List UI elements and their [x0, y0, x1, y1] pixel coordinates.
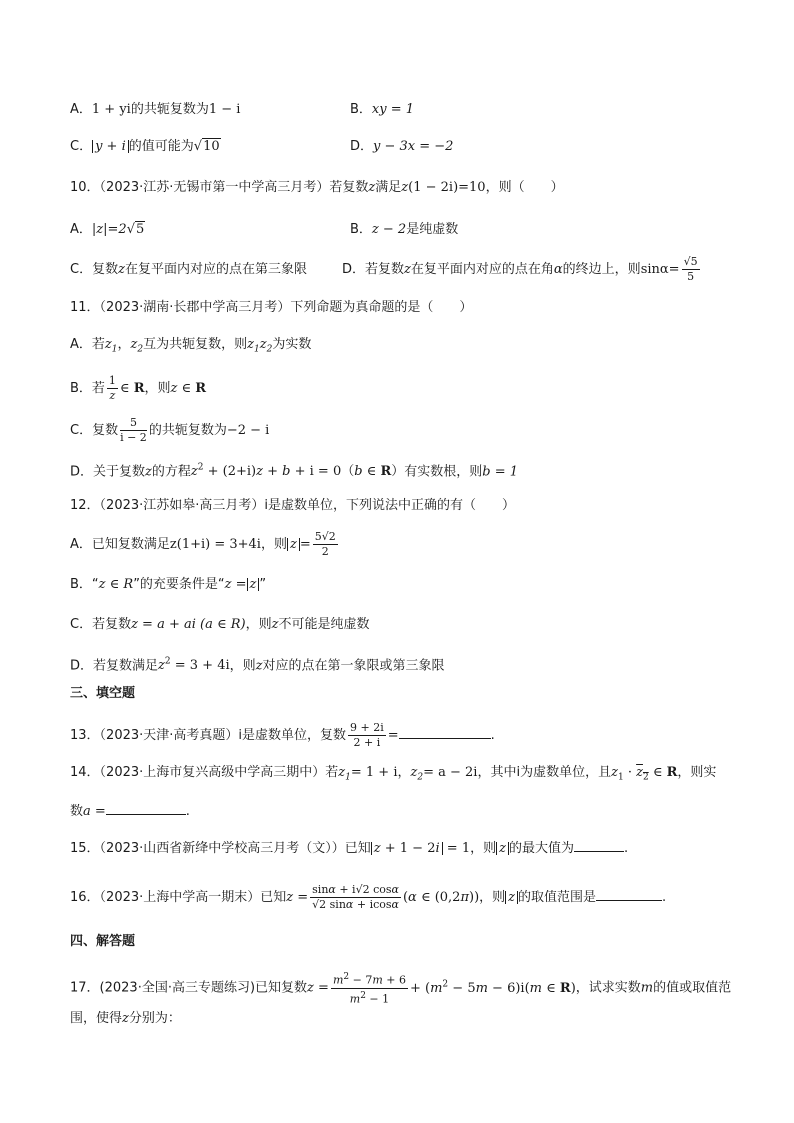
sqrt-10: √10: [193, 139, 220, 154]
fraction-sqrt5-over-5: $\frac{√5}{5}$: [683, 255, 698, 283]
q17-stem: 17．(2023·全国·高三专题练习)已知复数z = $\frac{m^2 - 7m + 6}{m^2 - 1}$ + $(m^2 - 5m - 6)i(m$ ∈ R)，试求实数m的值或取值范: [70, 972, 732, 1006]
q11-option-a: A．若$z_1$，$z_2$互为共轭复数，则$z_1z_2$为实数: [70, 337, 312, 355]
q9-option-d: D．y − 3x = −2: [350, 139, 454, 154]
q12-option-c: C．若复数z = a + ai (a ∈ R)，则z不可能是纯虚数: [70, 617, 370, 632]
q10-stem: 10．（2023·江苏·无锡市第一中学高三月考）若复数z满足z(1 − 2i)=10，则（ ）: [70, 180, 564, 195]
q16-stem: 16．（2023·上海中学高一期末）已知z = $\frac{\sin\alpha + i√2 \cos\alpha}{√2 \sin\alpha + icos\alpha}$ (α ∈ (0,2π))，则 z 的取值范围是 .: [70, 883, 667, 911]
q11-option-c: C．复数 $\frac{5}{i - 2}$ 的共轭复数为−2 − i: [70, 416, 270, 444]
q15-stem: 15．（2023·山西省新绛中学校高三月考（文））已知 z + 1 − 2i = 1，则 z 的最大值为 .: [70, 837, 628, 858]
q10-option-b: B．z − 2是纯虚数: [350, 222, 459, 237]
q10-option-a: A．|z|=2√5: [70, 222, 145, 237]
q11-option-b: B．若 $\frac{1}{z}$ ∈ R，则z ∈ R: [70, 374, 207, 402]
q14-stem: 14．（2023·上海市复兴高级中学高三期中）若$z_1= 1 + i$，$z_2= a - 2i$，其中i为虚数单位，且$z_1 \cdot z_2$ ∈ R，则实: [70, 765, 717, 783]
q12-option-a: A．已知复数满足z(1+i) = 3+4i，则 z = $\frac{5√2}{2}$: [70, 530, 336, 558]
q12-option-d: D．若复数满足$z^2 = 3 + 4i$，则z对应的点在第一象限或第三象限: [70, 657, 445, 674]
q9-option-a: A．1 + yi的共轭复数为1 − i: [70, 102, 241, 117]
q11-stem: 11．（2023·湖南·长郡中学高三月考）下列命题为真命题的是（ ）: [70, 300, 473, 315]
q14-line2: 数a = .: [70, 800, 190, 821]
abs-y-plus-i: y + i: [92, 140, 129, 153]
q10-option-c: C．复数z在复平面内对应的点在第三象限: [70, 262, 307, 277]
fraction-5sqrt2-over-2: $\frac{5√2}{2}$: [314, 530, 336, 558]
q13-stem: 13．（2023·天津·高考真题）i是虚数单位，复数 $\frac{9 + 2i}{2 + i}$ = .: [70, 721, 495, 749]
q9-option-c: C． y + i 的值可能为√10: [70, 139, 220, 154]
q12-stem: 12．（2023·江苏如皋·高三月考）i是虚数单位，下列说法中正确的有（ ）: [70, 498, 516, 513]
q17-line2: 围，使得z分别为：: [70, 1011, 181, 1026]
section-heading-solve: 四、解答题: [70, 934, 136, 949]
q11-option-d: D．关于复数z的方程$z^2 + (2+i)z + b + i = 0(b$ ∈ R）有实数根，则b = 1: [70, 463, 519, 480]
answer-blank[interactable]: [574, 837, 624, 852]
answer-blank[interactable]: [106, 800, 186, 815]
q12-option-b: B．“z ∈ R”的充要条件是“z = z ”: [70, 577, 267, 592]
answer-blank[interactable]: [596, 886, 662, 901]
q9-option-b: B．xy = 1: [350, 102, 415, 117]
q10-option-d: D．若复数z在复平面内对应的点在角α的终边上，则sinα= $\frac{√5}{5}$: [342, 255, 698, 283]
section-heading-fill-in: 三、填空题: [70, 686, 136, 701]
answer-blank[interactable]: [399, 724, 491, 739]
